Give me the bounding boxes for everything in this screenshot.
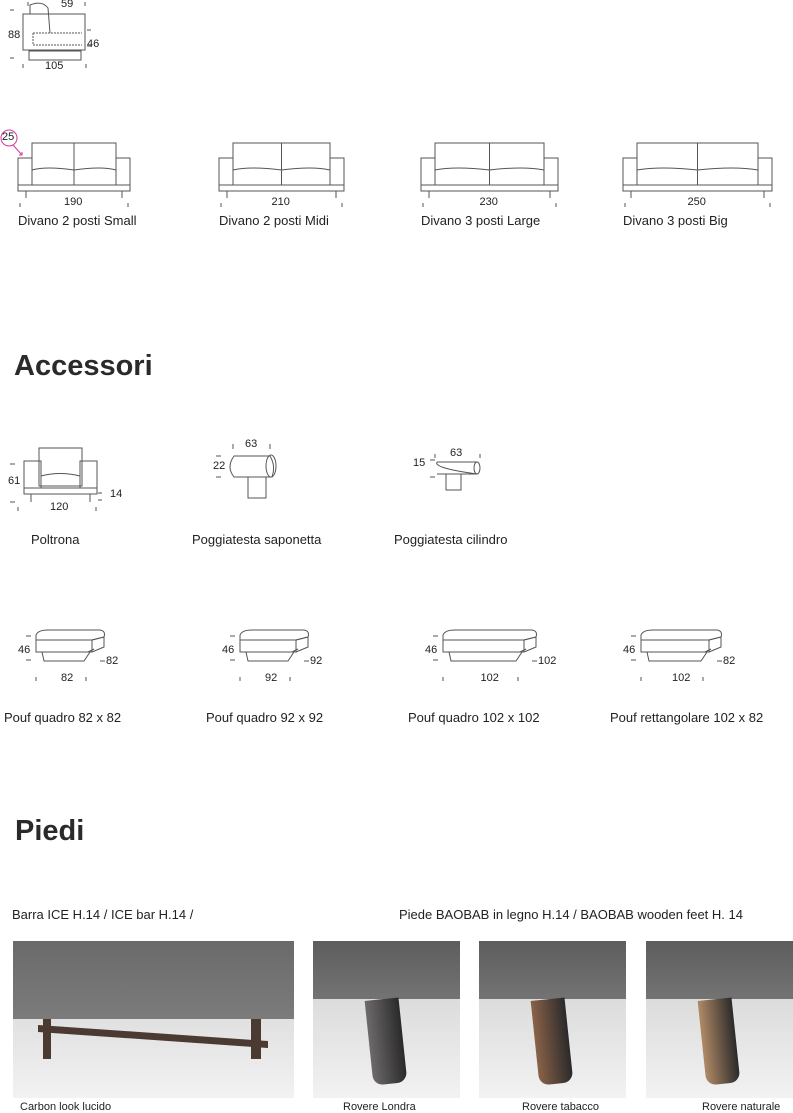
pouf-height: 46 [623, 644, 636, 656]
foot-finish-photo [646, 941, 793, 1098]
foot-finish-photo [313, 941, 460, 1098]
finish-label: Carbon look lucido [20, 1101, 112, 1113]
foot-finish-photo [479, 941, 626, 1098]
foot-finish-photo [13, 941, 294, 1098]
finish-label: Rovere Londra [343, 1101, 416, 1113]
headrest-cyl-width: 63 [450, 447, 463, 459]
armchair-height: 61 [8, 475, 21, 487]
finish-label: Rovere naturale [702, 1101, 781, 1113]
pouf-height: 46 [222, 644, 235, 656]
headrest-soap-label: Poggiatesta saponetta [192, 532, 322, 547]
module-height: 88 [8, 29, 21, 41]
headrest-soap-height: 22 [213, 460, 226, 472]
pouf-label: Pouf quadro 82 x 82 [4, 710, 122, 725]
accessories-title: Accessori [14, 350, 153, 382]
sofa-width: 230 [479, 196, 498, 208]
armchair-feet: 14 [110, 488, 123, 500]
module-depth: 59 [61, 0, 74, 10]
sofa-width: 250 [687, 196, 706, 208]
finish-label: Rovere tabacco [522, 1101, 600, 1113]
armchair-label: Poltrona [31, 532, 80, 547]
pouf-width: 102 [480, 672, 499, 684]
pouf-label: Pouf quadro 92 x 92 [206, 710, 324, 725]
pouf-label: Pouf quadro 102 x 102 [408, 710, 540, 725]
pouf-depth: 102 [538, 655, 557, 667]
wood-heading: Piede BAOBAB in legno H.14 / BAOBAB wooden feet H. 14 [399, 907, 743, 922]
sofa-label: Divano 2 posti Small [18, 213, 137, 228]
bar-heading: Barra ICE H.14 / ICE bar H.14 / [12, 907, 194, 922]
headrest-soap-width: 63 [245, 438, 258, 450]
sofa-width: 190 [64, 196, 83, 208]
note-number: 25 [2, 131, 15, 143]
pouf-depth: 92 [310, 655, 323, 667]
pouf-width: 102 [672, 672, 691, 684]
module-seat-height: 46 [87, 38, 100, 50]
pouf-height: 46 [425, 644, 438, 656]
pouf-label: Pouf rettangolare 102 x 82 [610, 710, 764, 725]
sofa-label: Divano 2 posti Midi [219, 213, 329, 228]
sofa-label: Divano 3 posti Large [421, 213, 541, 228]
headrest-cyl-height: 15 [413, 457, 426, 469]
sofa-width: 210 [271, 196, 290, 208]
pouf-width: 82 [61, 672, 74, 684]
headrest-cyl-label: Poggiatesta cilindro [394, 532, 508, 547]
pouf-width: 92 [265, 672, 278, 684]
armchair-width: 120 [50, 501, 69, 513]
pouf-height: 46 [18, 644, 31, 656]
module-width: 105 [45, 60, 64, 72]
sofa-label: Divano 3 posti Big [623, 213, 728, 228]
feet-title: Piedi [15, 815, 85, 847]
pouf-depth: 82 [723, 655, 736, 667]
pouf-depth: 82 [106, 655, 119, 667]
